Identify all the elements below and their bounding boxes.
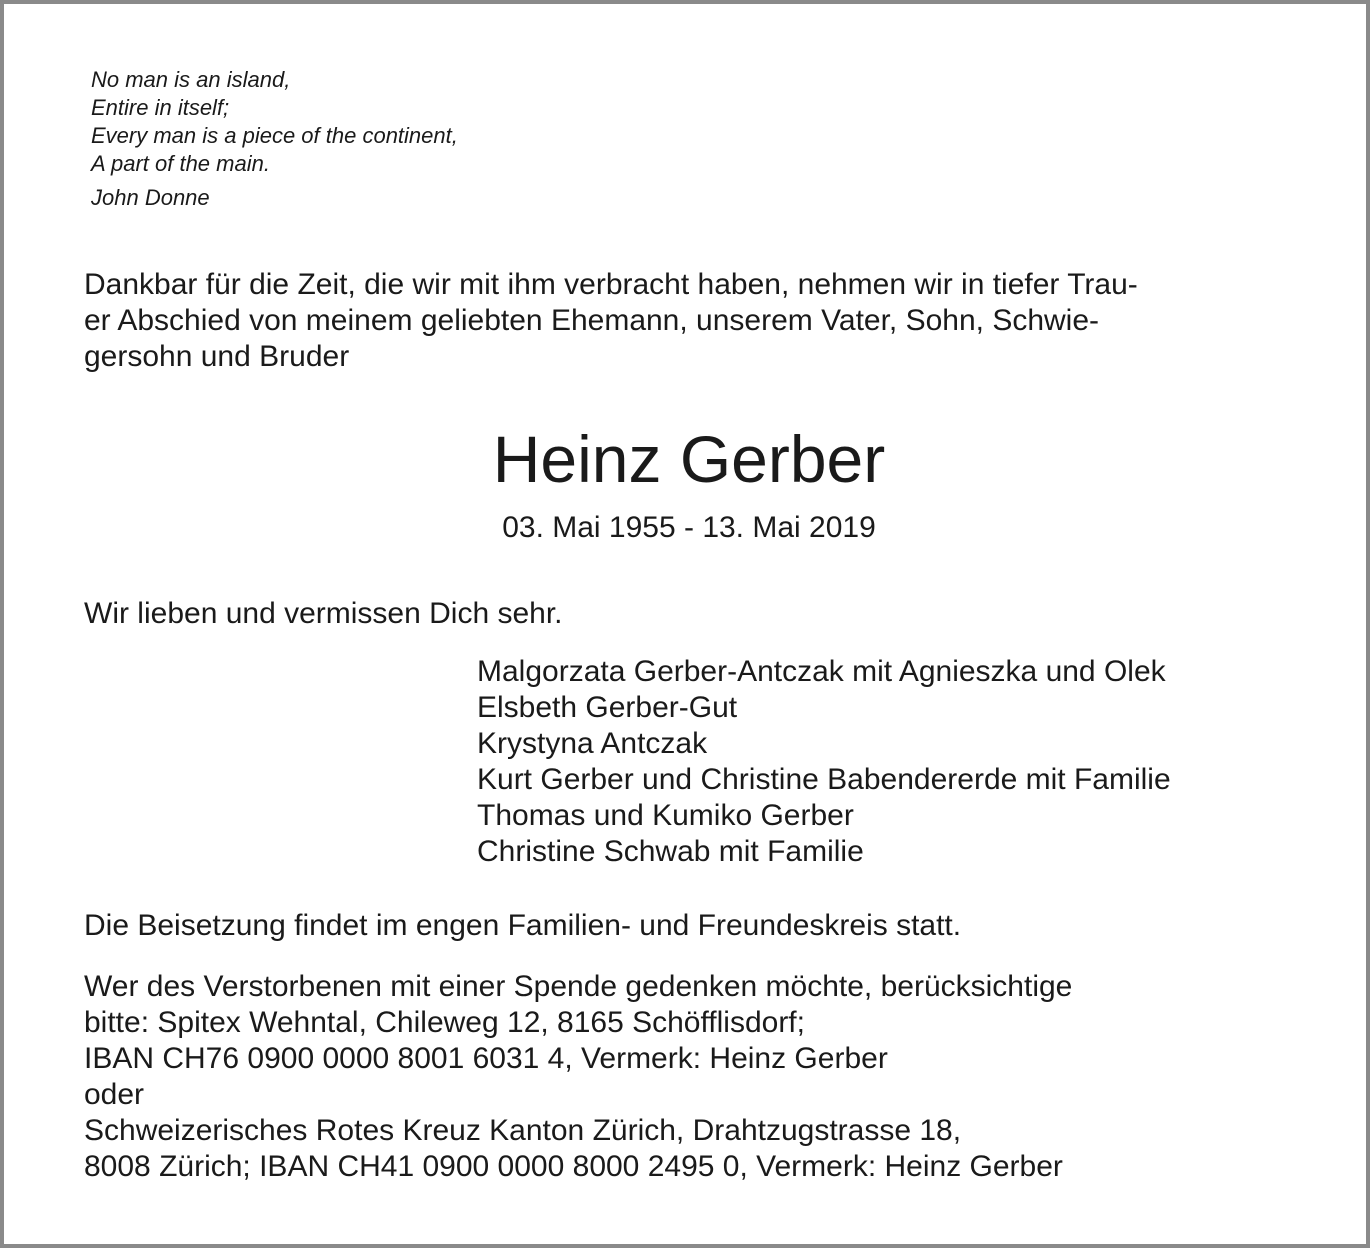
- life-dates: 03. Mai 1955 - 13. Mai 2019: [502, 511, 876, 544]
- poem-line: No man is an island,: [91, 67, 291, 92]
- mourner-entry: Kurt Gerber und Christine Babendererde mit Familie: [477, 763, 1171, 796]
- farewell-message: Wir lieben und vermissen Dich sehr.: [84, 597, 563, 630]
- donation-line: IBAN CH76 0900 0000 8001 6031 4, Vermerk: Heinz Gerber: [84, 1042, 888, 1075]
- poem-line: Entire in itself;: [91, 95, 230, 120]
- mourners-list: [477, 654, 1171, 870]
- donation-line: Schweizerisches Rotes Kreuz Kanton Zürich, Drahtzugstrasse 18,: [84, 1114, 962, 1147]
- intro-paragraph: [84, 267, 1138, 375]
- funeral-note: Die Beisetzung findet im engen Familien- und Freundeskreis statt.: [84, 909, 962, 942]
- poem-quote: [91, 66, 458, 212]
- mourner-entry: Krystyna Antczak: [477, 727, 708, 760]
- donation-line: oder: [84, 1078, 145, 1111]
- mourner-entry: Thomas und Kumiko Gerber: [477, 799, 854, 832]
- intro-line: Dankbar für die Zeit, die wir mit ihm verbracht haben, nehmen wir in tiefer Trau-: [84, 268, 1138, 301]
- poem-author: John Donne: [91, 185, 210, 210]
- donation-info: [84, 969, 1072, 1185]
- intro-line: gersohn und Bruder: [84, 340, 350, 373]
- donation-line: 8008 Zürich; IBAN CH41 0900 0000 8000 2495 0, Vermerk: Heinz Gerber: [84, 1150, 1063, 1183]
- donation-line: bitte: Spitex Wehntal, Chileweg 12, 8165 Schöfflisdorf;: [84, 1006, 805, 1039]
- poem-line: Every man is a piece of the continent,: [91, 123, 458, 148]
- deceased-name: Heinz Gerber: [492, 422, 886, 496]
- intro-line: er Abschied von meinem geliebten Ehemann, unserem Vater, Sohn, Schwie-: [84, 304, 1100, 337]
- donation-line: Wer des Verstorbenen mit einer Spende gedenken möchte, berücksichtige: [84, 970, 1073, 1003]
- mourner-entry: Christine Schwab mit Familie: [477, 835, 864, 868]
- mourner-entry: Malgorzata Gerber-Antczak mit Agnieszka und Olek: [477, 655, 1166, 688]
- mourner-entry: Elsbeth Gerber-Gut: [477, 691, 738, 724]
- poem-line: A part of the main.: [91, 151, 270, 176]
